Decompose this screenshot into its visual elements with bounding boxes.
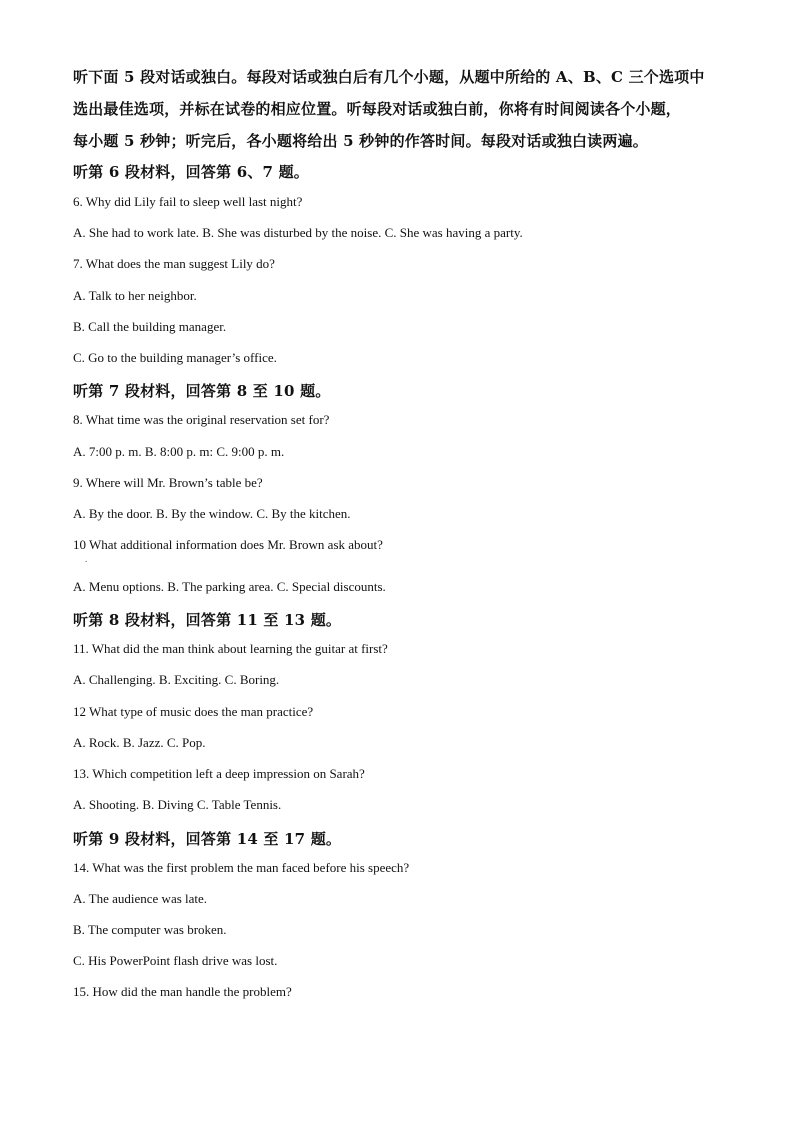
question-12: 12 What type of music does the man practice? [73, 704, 314, 719]
question-6-options: A. She had to work late. B. She was disturbed by the noise. C. She was having a party. [73, 225, 523, 240]
question-14-option-a: A. The audience was late. [73, 891, 208, 906]
section-9-heading: 听第 9 段材料，回答第 14 至 17 题。 [73, 830, 342, 848]
question-7-option-b: B. Call the building manager. [73, 319, 227, 334]
question-12-options: A. Rock. B. Jazz. C. Pop. [73, 735, 206, 750]
section-6-heading: 听第 6 段材料，回答第 6、7 题。 [73, 163, 310, 181]
question-13: 13. Which competition left a deep impression on Sarah? [73, 766, 365, 781]
question-9: 9. Where will Mr. Brown’s table be? [73, 475, 263, 490]
question-8: 8. What time was the original reservation set for? [73, 412, 330, 427]
question-15: 15. How did the man handle the problem? [73, 984, 292, 999]
question-10: 10 What additional information does Mr. Brown ask about? [73, 537, 383, 552]
question-9-options: A. By the door. B. By the window. C. By the kitchen. [73, 506, 351, 521]
question-11-options: A. Challenging. B. Exciting. C. Boring. [73, 672, 280, 687]
stray-dot-mark: . [85, 554, 88, 564]
question-14-option-c: C. His PowerPoint flash drive was lost. [73, 953, 278, 968]
instructions-line-1: 听下面 5 段对话或独白。每段对话或独白后有几个小题，从题中所给的 A、B、C 三个选项中 [73, 68, 705, 86]
question-8-options: A. 7:00 p. m. B. 8:00 p. m: C. 9:00 p. m. [73, 444, 285, 459]
section-7-heading: 听第 7 段材料，回答第 8 至 10 题。 [73, 382, 331, 400]
question-14: 14. What was the first problem the man faced before his speech? [73, 860, 410, 875]
question-13-options: A. Shooting. B. Diving C. Table Tennis. [73, 797, 282, 812]
question-7-option-a: A. Talk to her neighbor. [73, 288, 197, 303]
question-14-option-b: B. The computer was broken. [73, 922, 227, 937]
question-7-option-c: C. Go to the building manager’s office. [73, 350, 277, 365]
instructions-line-2: 选出最佳选项，并标在试卷的相应位置。听每段对话或独白前，你将有时间阅读各个小题， [73, 100, 682, 118]
question-11: 11. What did the man think about learning the guitar at first? [73, 641, 388, 656]
section-8-heading: 听第 8 段材料，回答第 11 至 13 题。 [73, 611, 342, 629]
instructions-line-3: 每小题 5 秒钟；听完后，各小题将给出 5 秒钟的作答时间。每段对话或独白读两遍。 [73, 132, 648, 150]
question-10-options: A. Menu options. B. The parking area. C. Special discounts. [73, 579, 386, 594]
question-6: 6. Why did Lily fail to sleep well last night? [73, 194, 303, 209]
question-7: 7. What does the man suggest Lily do? [73, 256, 275, 271]
